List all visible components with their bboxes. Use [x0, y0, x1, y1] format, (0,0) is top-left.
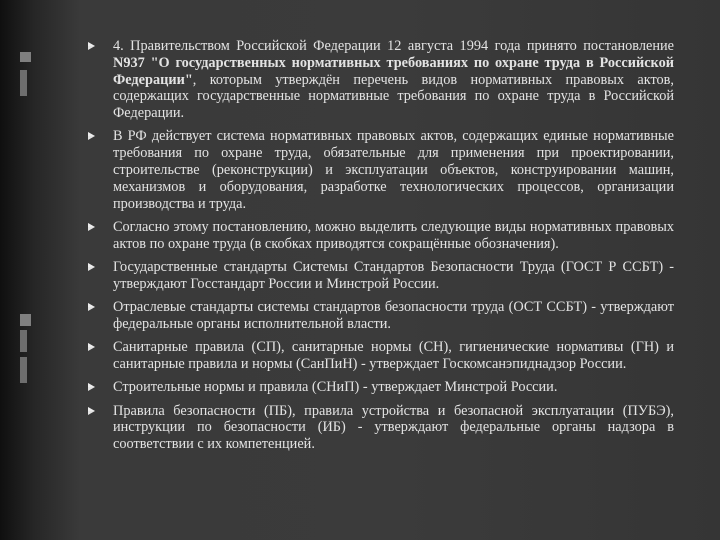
bullet-icon	[88, 132, 95, 140]
list-item	[88, 219, 674, 253]
bullet-icon	[88, 303, 95, 311]
item-text: Государственные стандарты Системы Стандартов Безопасности Труда (ГОСТ Р ССБТ) - утверждают Госстандарт России и Минстрой России.	[113, 259, 674, 292]
item-text-bold: N937 "О государственных нормативных требованиях по охране труда в Российской Федерации"	[113, 54, 674, 88]
item-text: , которым утверждён перечень видов нормативных правовых актов, содержащих государственные нормативные требования по охране труда в Российской Федерации.	[113, 71, 674, 122]
decorative-bar	[20, 330, 27, 352]
bullet-icon	[88, 263, 95, 271]
list-item	[88, 38, 674, 122]
decorative-bar	[20, 357, 27, 383]
list-item	[88, 339, 674, 373]
list-item	[88, 379, 674, 396]
list-item	[88, 128, 674, 212]
bullet-icon	[88, 407, 95, 415]
decorative-bar	[20, 314, 31, 326]
item-text: Санитарные правила (СП), санитарные нормы (СН), гигиенические нормативы (ГН) и санитарные правила и нормы (СанПиН) - утверждает Госкомсанэпиднадзор России.	[113, 339, 674, 373]
bullet-icon	[88, 223, 95, 231]
item-text: В РФ действует система нормативных правовых актов, содержащих единые нормативные требования по охране труда, обязательные для применения при проектировании, строительстве (реконструкции) и эксплуатации объектов, конструировании машин, механизмов и оборудования, разработке технологических процессов, организации производства и труда.	[113, 128, 674, 212]
list-item	[88, 403, 674, 453]
item-text: 4. Правительством Российской Федерации 12 августа 1994 года принято постановление	[113, 38, 674, 54]
bullet-icon	[88, 42, 95, 50]
bullet-icon	[88, 343, 95, 351]
decorative-bar	[20, 70, 27, 96]
bullet-list	[88, 38, 674, 460]
item-text: Правила безопасности (ПБ), правила устройства и безопасной эксплуатации (ПУБЭ), инструкции по безопасности (ИБ) - утверждают федеральные органы надзора в соответствии с их компетенцией.	[113, 402, 674, 453]
list-item	[88, 299, 674, 333]
item-text: Строительные нормы и правила (СНиП) - утверждает Минстрой России.	[113, 379, 558, 396]
list-item	[88, 259, 674, 293]
decorative-bar	[20, 52, 31, 62]
item-text: Отраслевые стандарты системы стандартов безопасности труда (ОСТ ССБТ) - утверждают федеральные органы исполнительной власти.	[113, 299, 674, 332]
bullet-icon	[88, 383, 95, 391]
item-text: Согласно этому постановлению, можно выделить следующие виды нормативных правовых актов по охране труда (в скобках приводятся сокращённые обозначения).	[113, 218, 674, 252]
